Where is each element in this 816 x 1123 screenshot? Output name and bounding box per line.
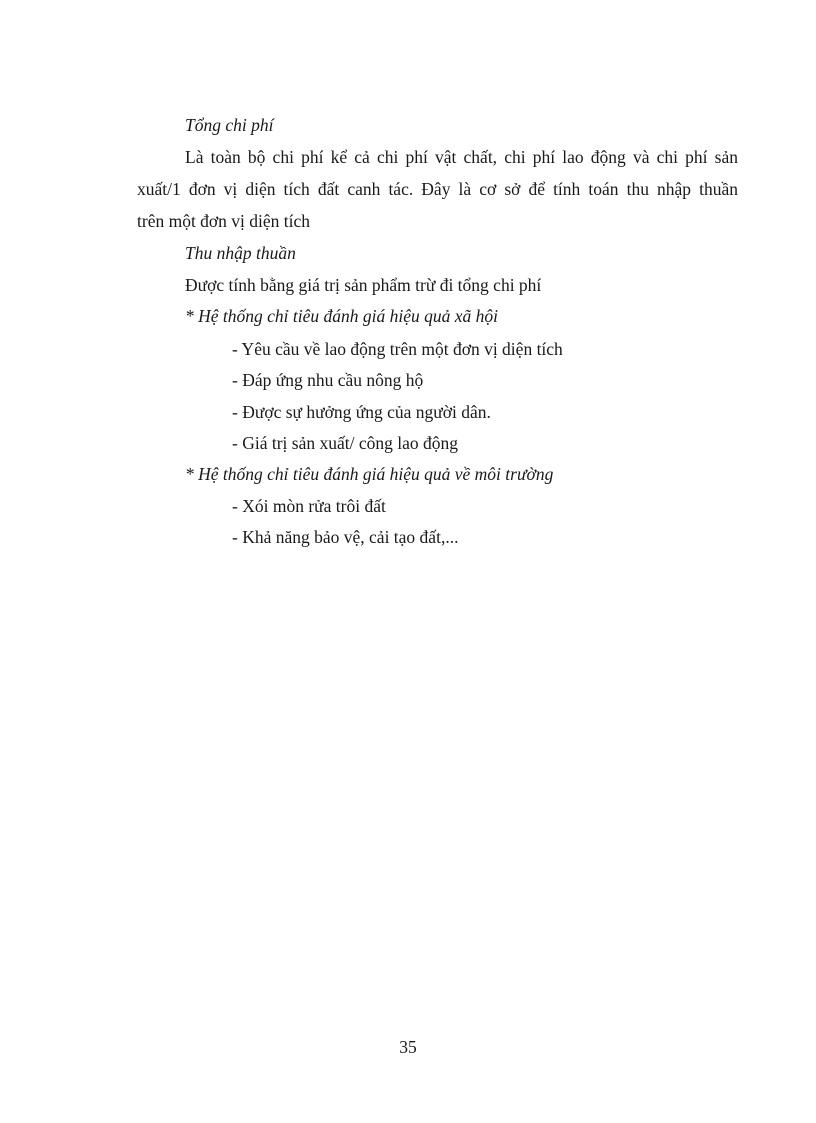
social-item-production-value: - Giá trị sản xuất/ công lao động [232, 433, 458, 453]
heading-net-income: Thu nhập thuần [185, 243, 296, 263]
net-income-text: Được tính bằng giá trị sản phẩm trừ đi tổng chi phí [185, 275, 542, 295]
total-cost-paragraph-line-2: xuất/1 đơn vị diện tích đất canh tác. Đây là cơ sở để tính toán thu nhập thuần [137, 179, 738, 199]
total-cost-paragraph-line-3: trên một đơn vị diện tích [137, 211, 311, 231]
heading-total-cost: Tổng chi phí [185, 115, 274, 135]
total-cost-paragraph-line-1: Là toàn bộ chi phí kể cả chi phí vật chất, chi phí lao động và chi phí sản [185, 147, 738, 167]
environment-efficiency-heading: * Hệ thống chỉ tiêu đánh giá hiệu quả về môi trường [185, 464, 554, 484]
environment-item-soil-protection: - Khả năng bảo vệ, cải tạo đất,... [232, 527, 459, 547]
page-number: 35 [399, 1037, 417, 1057]
social-item-labor: - Yêu cầu về lao động trên một đơn vị diện tích [232, 339, 563, 359]
social-item-household-needs: - Đáp ứng nhu cầu nông hộ [232, 370, 424, 390]
environment-item-erosion: - Xói mòn rửa trôi đất [232, 496, 386, 516]
social-efficiency-heading: * Hệ thống chỉ tiêu đánh giá hiệu quả xã hội [185, 306, 499, 326]
social-item-public-response: - Được sự hưởng ứng của người dân. [232, 402, 491, 422]
